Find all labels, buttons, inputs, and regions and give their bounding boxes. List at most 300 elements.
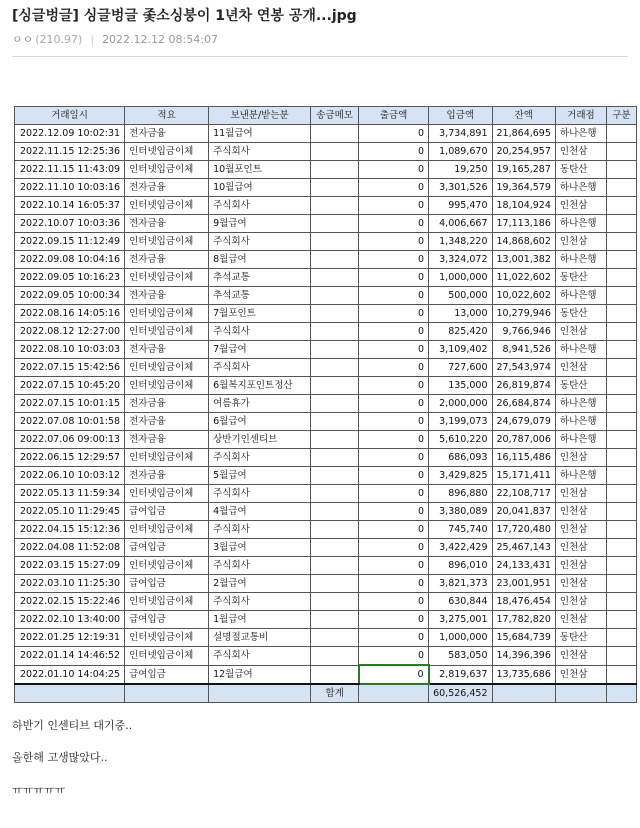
cell-type bbox=[606, 629, 636, 647]
cell-branch: 인천삼 bbox=[555, 593, 606, 611]
cell-branch: 하나은행 bbox=[555, 251, 606, 269]
cell-branch: 인천삼 bbox=[555, 575, 606, 593]
cell-date: 2022.07.15 10:01:15 bbox=[15, 395, 125, 413]
cell-branch: 인천삼 bbox=[555, 143, 606, 161]
cell-party: 주식회사 bbox=[209, 485, 311, 503]
cell-memo: 인터넷입금이체 bbox=[125, 161, 209, 179]
cell-deposit: 3,422,429 bbox=[429, 539, 492, 557]
cell-deposit: 3,821,373 bbox=[429, 575, 492, 593]
col-header: 보낸분/받는분 bbox=[209, 107, 311, 125]
cell-branch: 하나은행 bbox=[555, 431, 606, 449]
cell-deposit: 500,000 bbox=[429, 287, 492, 305]
cell-date: 2022.08.16 14:05:16 bbox=[15, 305, 125, 323]
cell-withdraw: 0 bbox=[359, 647, 429, 666]
cell-type bbox=[606, 413, 636, 431]
cell-memo: 전자금융 bbox=[125, 413, 209, 431]
cell-memo: 급여입금 bbox=[125, 665, 209, 684]
cell-party: 상반기인센티브 bbox=[209, 431, 311, 449]
cell-balance: 25,467,143 bbox=[492, 539, 555, 557]
cell-date: 2022.09.08 10:04:16 bbox=[15, 251, 125, 269]
table-row bbox=[15, 431, 637, 449]
cell-deposit: 3,429,825 bbox=[429, 467, 492, 485]
cell-date: 2022.09.05 10:16:23 bbox=[15, 269, 125, 287]
cell-type bbox=[606, 305, 636, 323]
table-row bbox=[15, 377, 637, 395]
cell-party: 설명절교통비 bbox=[209, 629, 311, 647]
cell-type bbox=[606, 323, 636, 341]
cell-balance: 11,022,602 bbox=[492, 269, 555, 287]
cell-balance: 14,396,396 bbox=[492, 647, 555, 666]
cell-date: 2022.12.09 10:02:31 bbox=[15, 125, 125, 143]
cell-balance: 9,766,946 bbox=[492, 323, 555, 341]
cell-memo: 인터넷입금이체 bbox=[125, 323, 209, 341]
cell-date: 2022.10.07 10:03:36 bbox=[15, 215, 125, 233]
cell-party: 7월급여 bbox=[209, 341, 311, 359]
cell-date: 2022.08.12 12:27:00 bbox=[15, 323, 125, 341]
cell-party: 주식회사 bbox=[209, 359, 311, 377]
cell-party: 10월포인트 bbox=[209, 161, 311, 179]
table-row bbox=[15, 467, 637, 485]
cell-withdraw: 0 bbox=[359, 305, 429, 323]
cell-branch: 인천삼 bbox=[555, 197, 606, 215]
cell-balance: 10,022,602 bbox=[492, 287, 555, 305]
cell-type bbox=[606, 161, 636, 179]
cell-note bbox=[311, 449, 359, 467]
cell-withdraw: 0 bbox=[359, 467, 429, 485]
cell-branch: 하나은행 bbox=[555, 287, 606, 305]
cell-withdraw: 0 bbox=[359, 233, 429, 251]
cell-note bbox=[311, 161, 359, 179]
cell-withdraw: 0 bbox=[359, 413, 429, 431]
cell-party: 주식회사 bbox=[209, 197, 311, 215]
cell-deposit: 5,610,220 bbox=[429, 431, 492, 449]
cell-balance: 19,165,287 bbox=[492, 161, 555, 179]
transaction-table bbox=[14, 106, 637, 703]
cell-type bbox=[606, 269, 636, 287]
cell-deposit: 583,050 bbox=[429, 647, 492, 666]
cell-withdraw: 0 bbox=[359, 395, 429, 413]
cell-type bbox=[606, 341, 636, 359]
cell-party: 주식회사 bbox=[209, 143, 311, 161]
cell-balance: 13,001,382 bbox=[492, 251, 555, 269]
cell-branch: 인천삼 bbox=[555, 521, 606, 539]
table-row bbox=[15, 251, 637, 269]
cell-type bbox=[606, 503, 636, 521]
cell-deposit: 727,600 bbox=[429, 359, 492, 377]
total-cell bbox=[492, 684, 555, 703]
total-cell bbox=[555, 684, 606, 703]
cell-note bbox=[311, 395, 359, 413]
cell-note bbox=[311, 377, 359, 395]
cell-date: 2022.03.15 15:27:09 bbox=[15, 557, 125, 575]
cell-withdraw: 0 bbox=[359, 665, 429, 684]
cell-deposit: 630,844 bbox=[429, 593, 492, 611]
cell-branch: 인천삼 bbox=[555, 665, 606, 684]
cell-note bbox=[311, 197, 359, 215]
cell-type bbox=[606, 359, 636, 377]
cell-deposit: 896,880 bbox=[429, 485, 492, 503]
col-header: 거래점 bbox=[555, 107, 606, 125]
cell-party: 주식회사 bbox=[209, 593, 311, 611]
table-row bbox=[15, 485, 637, 503]
cell-withdraw: 0 bbox=[359, 179, 429, 197]
table-row bbox=[15, 125, 637, 143]
table-row bbox=[15, 341, 637, 359]
cell-deposit: 1,348,220 bbox=[429, 233, 492, 251]
cell-party: 6월급여 bbox=[209, 413, 311, 431]
cell-party: 주식회사 bbox=[209, 233, 311, 251]
cell-memo: 급여입금 bbox=[125, 503, 209, 521]
cell-balance: 24,679,079 bbox=[492, 413, 555, 431]
cell-memo: 인터넷입금이체 bbox=[125, 449, 209, 467]
cell-branch: 하나은행 bbox=[555, 341, 606, 359]
table-row bbox=[15, 233, 637, 251]
table-row bbox=[15, 215, 637, 233]
cell-balance: 22,108,717 bbox=[492, 485, 555, 503]
cell-party: 6월복지포인트정산 bbox=[209, 377, 311, 395]
cell-balance: 8,941,526 bbox=[492, 341, 555, 359]
cell-withdraw: 0 bbox=[359, 269, 429, 287]
cell-branch: 인천삼 bbox=[555, 233, 606, 251]
cell-deposit: 1,089,670 bbox=[429, 143, 492, 161]
cell-memo: 급여입금 bbox=[125, 611, 209, 629]
cell-balance: 26,684,874 bbox=[492, 395, 555, 413]
cell-balance: 26,819,874 bbox=[492, 377, 555, 395]
cell-balance: 18,476,454 bbox=[492, 593, 555, 611]
cell-date: 2022.07.06 09:00:13 bbox=[15, 431, 125, 449]
cell-type bbox=[606, 539, 636, 557]
cell-party: 추석교통 bbox=[209, 269, 311, 287]
col-header: 적요 bbox=[125, 107, 209, 125]
cell-deposit: 19,250 bbox=[429, 161, 492, 179]
cell-type bbox=[606, 575, 636, 593]
cell-date: 2022.03.10 11:25:30 bbox=[15, 575, 125, 593]
cell-memo: 전자금융 bbox=[125, 179, 209, 197]
cell-note bbox=[311, 539, 359, 557]
table-row bbox=[15, 503, 637, 521]
total-label: 합계 bbox=[311, 684, 359, 703]
cell-type bbox=[606, 647, 636, 666]
cell-type bbox=[606, 431, 636, 449]
cell-date: 2022.07.08 10:01:58 bbox=[15, 413, 125, 431]
cell-type bbox=[606, 377, 636, 395]
cell-date: 2022.07.15 15:42:56 bbox=[15, 359, 125, 377]
cell-date: 2022.10.14 16:05:37 bbox=[15, 197, 125, 215]
cell-deposit: 2,819,637 bbox=[429, 665, 492, 684]
cell-withdraw: 0 bbox=[359, 521, 429, 539]
cell-note bbox=[311, 593, 359, 611]
table-row bbox=[15, 305, 637, 323]
cell-branch: 하나은행 bbox=[555, 413, 606, 431]
header-divider bbox=[12, 56, 628, 57]
cell-date: 2022.11.15 12:25:36 bbox=[15, 143, 125, 161]
cell-branch: 하나은행 bbox=[555, 215, 606, 233]
cell-type bbox=[606, 485, 636, 503]
cell-branch: 인천삼 bbox=[555, 359, 606, 377]
post-meta bbox=[12, 30, 628, 50]
post-body-line: 하반기 인센티브 대기중.. bbox=[12, 719, 133, 732]
cell-withdraw: 0 bbox=[359, 143, 429, 161]
cell-branch: 하나은행 bbox=[555, 395, 606, 413]
cell-note bbox=[311, 503, 359, 521]
table-header-row bbox=[15, 107, 637, 125]
post-author[interactable]: ㅇㅇ bbox=[12, 33, 34, 46]
cell-note bbox=[311, 269, 359, 287]
total-cell bbox=[209, 684, 311, 703]
cell-date: 2022.07.15 10:45:20 bbox=[15, 377, 125, 395]
cell-note bbox=[311, 647, 359, 666]
cell-deposit: 745,740 bbox=[429, 521, 492, 539]
cell-withdraw: 0 bbox=[359, 197, 429, 215]
cell-memo: 인터넷입금이체 bbox=[125, 557, 209, 575]
table-row bbox=[15, 197, 637, 215]
cell-party: 11월급여 bbox=[209, 125, 311, 143]
cell-withdraw: 0 bbox=[359, 287, 429, 305]
cell-withdraw: 0 bbox=[359, 323, 429, 341]
cell-withdraw: 0 bbox=[359, 431, 429, 449]
cell-branch: 인천삼 bbox=[555, 323, 606, 341]
cell-date: 2022.11.15 11:43:09 bbox=[15, 161, 125, 179]
cell-deposit: 135,000 bbox=[429, 377, 492, 395]
cell-branch: 하나은행 bbox=[555, 467, 606, 485]
cell-date: 2022.06.10 10:03:12 bbox=[15, 467, 125, 485]
cell-note bbox=[311, 467, 359, 485]
cell-date: 2022.04.08 11:52:08 bbox=[15, 539, 125, 557]
cell-type bbox=[606, 179, 636, 197]
cell-note bbox=[311, 413, 359, 431]
cell-party: 7월포인트 bbox=[209, 305, 311, 323]
cell-note bbox=[311, 233, 359, 251]
cell-memo: 전자금융 bbox=[125, 341, 209, 359]
cell-date: 2022.08.10 10:03:03 bbox=[15, 341, 125, 359]
table-row bbox=[15, 413, 637, 431]
cell-party: 주식회사 bbox=[209, 449, 311, 467]
cell-deposit: 686,093 bbox=[429, 449, 492, 467]
cell-note bbox=[311, 215, 359, 233]
cell-branch: 인천삼 bbox=[555, 557, 606, 575]
cell-type bbox=[606, 557, 636, 575]
cell-type bbox=[606, 665, 636, 684]
cell-withdraw: 0 bbox=[359, 575, 429, 593]
cell-date: 2022.01.25 12:19:31 bbox=[15, 629, 125, 647]
table-row bbox=[15, 161, 637, 179]
post-header bbox=[12, 4, 628, 50]
cell-balance: 19,364,579 bbox=[492, 179, 555, 197]
cell-type bbox=[606, 197, 636, 215]
cell-memo: 전자금융 bbox=[125, 431, 209, 449]
cell-withdraw: 0 bbox=[359, 539, 429, 557]
cell-withdraw: 0 bbox=[359, 215, 429, 233]
cell-deposit: 825,420 bbox=[429, 323, 492, 341]
cell-withdraw: 0 bbox=[359, 485, 429, 503]
cell-type bbox=[606, 125, 636, 143]
col-header: 입금액 bbox=[429, 107, 492, 125]
cell-type bbox=[606, 215, 636, 233]
cell-memo: 인터넷입금이체 bbox=[125, 593, 209, 611]
cell-date: 2022.06.15 12:29:57 bbox=[15, 449, 125, 467]
cell-note bbox=[311, 341, 359, 359]
cell-note bbox=[311, 179, 359, 197]
cell-type bbox=[606, 449, 636, 467]
post-datetime: 2022.12.12 08:54:07 bbox=[102, 33, 218, 46]
cell-withdraw: 0 bbox=[359, 593, 429, 611]
cell-note bbox=[311, 665, 359, 684]
cell-type bbox=[606, 395, 636, 413]
cell-memo: 인터넷입금이체 bbox=[125, 647, 209, 666]
cell-party: 2월급여 bbox=[209, 575, 311, 593]
cell-withdraw: 0 bbox=[359, 377, 429, 395]
cell-memo: 인터넷입금이체 bbox=[125, 485, 209, 503]
cell-deposit: 3,734,891 bbox=[429, 125, 492, 143]
cell-branch: 동탄산 bbox=[555, 377, 606, 395]
cell-type bbox=[606, 521, 636, 539]
cell-memo: 인터넷입금이체 bbox=[125, 143, 209, 161]
cell-date: 2022.01.10 14:04:25 bbox=[15, 665, 125, 684]
cell-withdraw: 0 bbox=[359, 629, 429, 647]
table-row bbox=[15, 323, 637, 341]
cell-memo: 전자금융 bbox=[125, 251, 209, 269]
table-row bbox=[15, 269, 637, 287]
cell-memo: 전자금융 bbox=[125, 125, 209, 143]
cell-note bbox=[311, 251, 359, 269]
table-row bbox=[15, 359, 637, 377]
post-body-line: 올한해 고생많았다.. bbox=[12, 751, 108, 764]
cell-type bbox=[606, 233, 636, 251]
cell-party: 1월급여 bbox=[209, 611, 311, 629]
cell-memo: 인터넷입금이체 bbox=[125, 197, 209, 215]
cell-date: 2022.09.05 10:00:34 bbox=[15, 287, 125, 305]
cell-memo: 인터넷입금이체 bbox=[125, 305, 209, 323]
cell-branch: 동탄산 bbox=[555, 629, 606, 647]
cell-date: 2022.05.13 11:59:34 bbox=[15, 485, 125, 503]
cell-balance: 10,279,946 bbox=[492, 305, 555, 323]
cell-withdraw: 0 bbox=[359, 125, 429, 143]
cell-memo: 전자금융 bbox=[125, 467, 209, 485]
cell-deposit: 2,000,000 bbox=[429, 395, 492, 413]
cell-note bbox=[311, 575, 359, 593]
table-row bbox=[15, 395, 637, 413]
cell-date: 2022.01.14 14:46:52 bbox=[15, 647, 125, 666]
cell-party: 3월급여 bbox=[209, 539, 311, 557]
cell-deposit: 3,199,073 bbox=[429, 413, 492, 431]
table-row bbox=[15, 287, 637, 305]
cell-party: 주식회사 bbox=[209, 557, 311, 575]
cell-memo: 급여입금 bbox=[125, 575, 209, 593]
total-cell bbox=[606, 684, 636, 703]
cell-balance: 23,001,951 bbox=[492, 575, 555, 593]
cell-deposit: 995,470 bbox=[429, 197, 492, 215]
cell-note bbox=[311, 557, 359, 575]
table-row bbox=[15, 629, 637, 647]
cell-withdraw: 0 bbox=[359, 449, 429, 467]
cell-party: 4월급여 bbox=[209, 503, 311, 521]
cell-balance: 17,782,820 bbox=[492, 611, 555, 629]
cell-balance: 13,735,686 bbox=[492, 665, 555, 684]
cell-branch: 인천삼 bbox=[555, 503, 606, 521]
cell-balance: 17,113,186 bbox=[492, 215, 555, 233]
table-row bbox=[15, 557, 637, 575]
cell-type bbox=[606, 593, 636, 611]
cell-note bbox=[311, 125, 359, 143]
cell-memo: 인터넷입금이체 bbox=[125, 377, 209, 395]
cell-type bbox=[606, 287, 636, 305]
cell-note bbox=[311, 143, 359, 161]
cell-balance: 15,684,739 bbox=[492, 629, 555, 647]
table-row bbox=[15, 647, 637, 666]
total-deposit: 60,526,452 bbox=[429, 684, 492, 703]
cell-party: 주식회사 bbox=[209, 521, 311, 539]
cell-deposit: 3,380,089 bbox=[429, 503, 492, 521]
cell-balance: 18,104,924 bbox=[492, 197, 555, 215]
table-row bbox=[15, 179, 637, 197]
cell-deposit: 896,010 bbox=[429, 557, 492, 575]
post-author-ip: (210.97) bbox=[35, 33, 83, 46]
cell-deposit: 3,324,072 bbox=[429, 251, 492, 269]
cell-party: 주식회사 bbox=[209, 323, 311, 341]
cell-branch: 인천삼 bbox=[555, 611, 606, 629]
cell-party: 8월급여 bbox=[209, 251, 311, 269]
table-row bbox=[15, 521, 637, 539]
col-header: 송금메모 bbox=[311, 107, 359, 125]
cell-note bbox=[311, 359, 359, 377]
cell-withdraw: 0 bbox=[359, 251, 429, 269]
cell-balance: 20,254,957 bbox=[492, 143, 555, 161]
cell-party: 12월급여 bbox=[209, 665, 311, 684]
cell-branch: 하나은행 bbox=[555, 125, 606, 143]
col-header: 출금액 bbox=[359, 107, 429, 125]
cell-date: 2022.02.10 13:40:00 bbox=[15, 611, 125, 629]
table-row bbox=[15, 575, 637, 593]
cell-withdraw: 0 bbox=[359, 359, 429, 377]
cell-branch: 동탄산 bbox=[555, 161, 606, 179]
cell-balance: 27,543,974 bbox=[492, 359, 555, 377]
col-header: 잔액 bbox=[492, 107, 555, 125]
cell-balance: 15,171,411 bbox=[492, 467, 555, 485]
cell-date: 2022.11.10 10:03:16 bbox=[15, 179, 125, 197]
cell-note bbox=[311, 431, 359, 449]
cell-balance: 14,868,602 bbox=[492, 233, 555, 251]
post-title: [싱글벙글] 싱글벙글 좇소싱붕이 1년차 연봉 공개...jpg bbox=[12, 8, 357, 24]
cell-balance: 20,041,837 bbox=[492, 503, 555, 521]
cell-note bbox=[311, 611, 359, 629]
meta-separator: | bbox=[90, 33, 95, 46]
cell-deposit: 1,000,000 bbox=[429, 269, 492, 287]
post-body-line: ㅠㅠㅠㅠㅠ bbox=[12, 784, 66, 797]
cell-note bbox=[311, 629, 359, 647]
table-row bbox=[15, 665, 637, 684]
cell-memo: 인터넷입금이체 bbox=[125, 521, 209, 539]
table-row bbox=[15, 611, 637, 629]
table-row bbox=[15, 449, 637, 467]
cell-deposit: 4,006,667 bbox=[429, 215, 492, 233]
cell-balance: 21,864,695 bbox=[492, 125, 555, 143]
col-header: 구분 bbox=[606, 107, 636, 125]
col-header: 거래일시 bbox=[15, 107, 125, 125]
cell-branch: 동탄산 bbox=[555, 305, 606, 323]
cell-withdraw: 0 bbox=[359, 341, 429, 359]
cell-withdraw: 0 bbox=[359, 161, 429, 179]
cell-deposit: 1,000,000 bbox=[429, 629, 492, 647]
cell-branch: 인천삼 bbox=[555, 647, 606, 666]
cell-branch: 인천삼 bbox=[555, 449, 606, 467]
cell-branch: 인천삼 bbox=[555, 539, 606, 557]
cell-party: 주식회사 bbox=[209, 647, 311, 666]
table-row bbox=[15, 539, 637, 557]
cell-deposit: 3,301,526 bbox=[429, 179, 492, 197]
cell-withdraw: 0 bbox=[359, 611, 429, 629]
table-row bbox=[15, 593, 637, 611]
cell-type bbox=[606, 251, 636, 269]
